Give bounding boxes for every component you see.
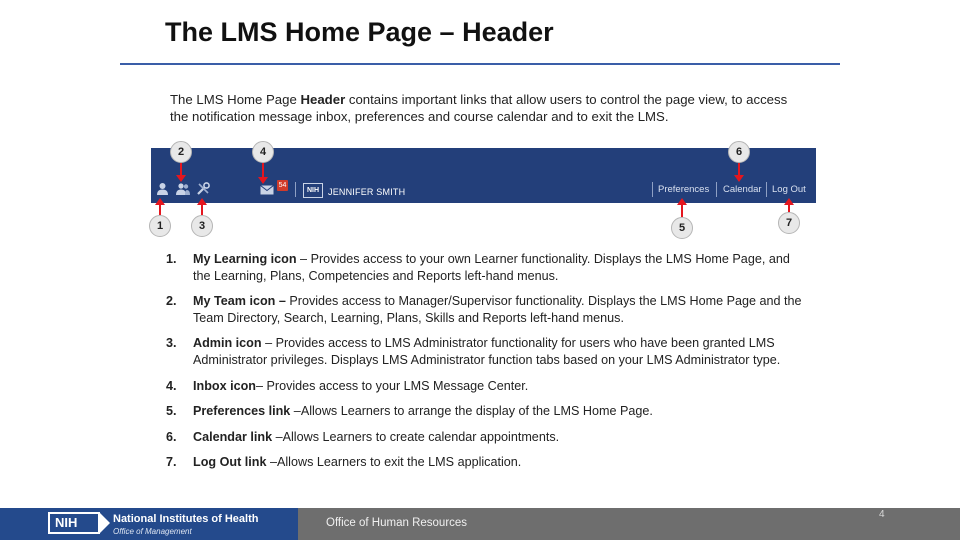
- item-number: 6.: [166, 429, 177, 444]
- item-number: 7.: [166, 455, 177, 470]
- nih-mini-logo: NIH: [303, 183, 323, 198]
- item-term: Calendar link: [193, 429, 273, 444]
- link-separator: [716, 182, 717, 197]
- item-term: Inbox icon: [193, 378, 256, 393]
- intro-bold: Header: [300, 92, 346, 107]
- arrow-stem: [262, 163, 264, 177]
- item-text: – Provides access to your own Learner functionality. Displays the LMS Home Page, and the Learning, Plans, Competencies and Reports left-hand menus.: [193, 252, 790, 283]
- office-name: Office of Human Resources: [326, 517, 468, 529]
- intro-prefix: The LMS Home Page: [170, 92, 301, 107]
- arrow-stem: [681, 204, 683, 217]
- item-text: –Allows Learners to arrange the display of the LMS Home Page.: [290, 404, 653, 419]
- callout-6: 6: [728, 141, 750, 163]
- slide-footer: [0, 508, 960, 540]
- intro-suffix: contains important links that allow users to control the page view, to access the notification message inbox, preferences and course calendar and to exit the LMS.: [170, 92, 788, 124]
- wrench-icon[interactable]: [196, 182, 210, 196]
- list-item: [166, 454, 806, 471]
- footer-brand-panel: [0, 508, 298, 540]
- item-term: Preferences link: [193, 404, 291, 419]
- item-number: 4.: [166, 378, 177, 393]
- user-name: JENNIFER SMITH: [328, 187, 406, 197]
- preferences-link[interactable]: Preferences: [658, 184, 710, 195]
- arrow-stem: [180, 163, 182, 175]
- callout-5: 5: [671, 217, 693, 239]
- arrow-up-icon: [155, 198, 165, 205]
- list-item: [166, 335, 806, 368]
- arrow-stem: [738, 163, 740, 175]
- arrow-stem: [201, 204, 203, 215]
- arrow-up-icon: [677, 198, 687, 205]
- callout-7: 7: [778, 212, 800, 234]
- arrow-stem: [788, 204, 790, 212]
- item-number: 2.: [166, 294, 177, 309]
- list-item: [166, 429, 806, 446]
- item-text: Provides access to Manager/Supervisor functionality. Displays the LMS Home Page and the Team Directory, Search, Learning, Plans, Skills and Reports left-hand menus.: [193, 294, 802, 325]
- item-text: – Provides access to your LMS Message Center.: [255, 378, 529, 393]
- inbox-count-badge: 54: [278, 182, 287, 189]
- title-divider: [120, 63, 840, 65]
- page-number: 4: [879, 509, 885, 520]
- item-number: 5.: [166, 404, 177, 419]
- item-term: My Team icon –: [193, 294, 286, 309]
- list-item: [166, 378, 806, 395]
- arrow-down-icon: [258, 177, 268, 184]
- list-item: [166, 403, 806, 420]
- intro-paragraph: [170, 91, 790, 125]
- item-term: Admin icon: [193, 336, 262, 351]
- callout-2: 2: [170, 141, 192, 163]
- nih-logo: NIH: [48, 512, 100, 534]
- item-number: 3.: [166, 336, 177, 351]
- header-items-list: [166, 251, 806, 480]
- item-text: –Allows Learners to exit the LMS application.: [266, 455, 522, 470]
- list-item: [166, 293, 806, 326]
- team-icon[interactable]: [176, 182, 190, 195]
- calendar-link[interactable]: Calendar: [723, 184, 762, 195]
- logout-link[interactable]: Log Out: [772, 184, 806, 195]
- arrow-down-icon: [176, 175, 186, 182]
- arrow-up-icon: [197, 198, 207, 205]
- item-text: –Allows Learners to create calendar appointments.: [272, 429, 560, 444]
- link-separator: [652, 182, 653, 197]
- callout-4: 4: [252, 141, 274, 163]
- arrow-down-icon: [734, 175, 744, 182]
- org-name: National Institutes of Health: [113, 513, 259, 525]
- arrow-up-icon: [784, 198, 794, 205]
- link-separator: [766, 182, 767, 197]
- header-separator: [295, 182, 296, 197]
- list-item: [166, 251, 806, 284]
- item-term: My Learning icon: [193, 252, 297, 266]
- item-term: Log Out link: [193, 455, 267, 470]
- callout-1: 1: [149, 215, 171, 237]
- slide-title: The LMS Home Page – Header: [165, 17, 554, 47]
- envelope-icon[interactable]: [260, 185, 274, 195]
- arrow-stem: [159, 204, 161, 215]
- user-icon[interactable]: [156, 182, 169, 195]
- item-text: – Provides access to LMS Administrator functionality for users who have been granted LMS Administrator privileges. Displays LMS Administrator function tabs based on your LMS Administrator type.: [193, 336, 781, 367]
- item-number: 1.: [166, 252, 177, 266]
- callout-3: 3: [191, 215, 213, 237]
- org-subtitle: Office of Management: [113, 527, 192, 536]
